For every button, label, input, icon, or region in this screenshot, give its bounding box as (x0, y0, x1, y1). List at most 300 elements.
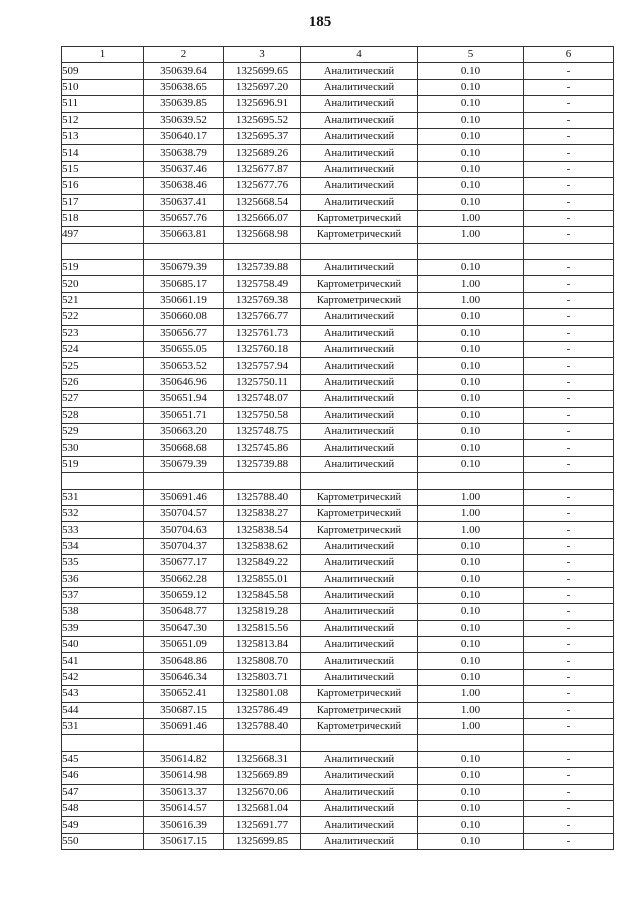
note-cell: - (524, 702, 614, 718)
y-coordinate-cell: 1325739.88 (224, 456, 301, 472)
accuracy-cell (418, 473, 524, 489)
method-cell: Аналитический (301, 456, 418, 472)
x-coordinate-cell: 350660.08 (144, 309, 224, 325)
x-coordinate-cell: 350685.17 (144, 276, 224, 292)
method-cell: Аналитический (301, 178, 418, 194)
y-coordinate-cell: 1325815.56 (224, 620, 301, 636)
table-row (62, 194, 614, 210)
point-number-cell: 521 (62, 292, 144, 308)
point-number-cell: 522 (62, 309, 144, 325)
accuracy-cell: 0.10 (418, 587, 524, 603)
accuracy-cell: 0.10 (418, 817, 524, 833)
y-coordinate-cell: 1325761.73 (224, 325, 301, 341)
x-coordinate-cell: 350659.12 (144, 587, 224, 603)
accuracy-cell: 0.10 (418, 571, 524, 587)
x-coordinate-cell: 350647.30 (144, 620, 224, 636)
accuracy-cell (418, 735, 524, 751)
method-cell: Аналитический (301, 571, 418, 587)
table-row (62, 784, 614, 800)
y-coordinate-cell: 1325699.85 (224, 833, 301, 849)
note-cell: - (524, 194, 614, 210)
accuracy-cell: 1.00 (418, 686, 524, 702)
x-coordinate-cell: 350651.71 (144, 407, 224, 423)
accuracy-cell: 0.10 (418, 161, 524, 177)
separator-row (62, 243, 614, 259)
y-coordinate-cell: 1325677.76 (224, 178, 301, 194)
y-coordinate-cell: 1325697.20 (224, 79, 301, 95)
method-cell: Аналитический (301, 784, 418, 800)
note-cell (524, 243, 614, 259)
y-coordinate-cell: 1325668.98 (224, 227, 301, 243)
y-coordinate-cell: 1325757.94 (224, 358, 301, 374)
y-coordinate-cell: 1325750.58 (224, 407, 301, 423)
method-cell: Картометрический (301, 210, 418, 226)
method-cell: Аналитический (301, 128, 418, 144)
point-number-cell: 518 (62, 210, 144, 226)
point-number-cell (62, 473, 144, 489)
table-row (62, 768, 614, 784)
point-number-cell: 517 (62, 194, 144, 210)
accuracy-cell: 0.10 (418, 309, 524, 325)
accuracy-cell: 1.00 (418, 210, 524, 226)
point-number-cell: 515 (62, 161, 144, 177)
x-coordinate-cell: 350657.76 (144, 210, 224, 226)
x-coordinate-cell: 350613.37 (144, 784, 224, 800)
note-cell (524, 473, 614, 489)
coordinates-table (61, 46, 614, 850)
note-cell: - (524, 768, 614, 784)
accuracy-cell: 1.00 (418, 276, 524, 292)
note-cell: - (524, 587, 614, 603)
y-coordinate-cell: 1325689.26 (224, 145, 301, 161)
note-cell: - (524, 522, 614, 538)
method-cell: Аналитический (301, 604, 418, 620)
note-cell: - (524, 358, 614, 374)
note-cell: - (524, 637, 614, 653)
y-coordinate-cell: 1325695.52 (224, 112, 301, 128)
y-coordinate-cell: 1325788.40 (224, 719, 301, 735)
point-number-cell: 516 (62, 178, 144, 194)
note-cell: - (524, 456, 614, 472)
note-cell: - (524, 210, 614, 226)
note-cell: - (524, 407, 614, 423)
x-coordinate-cell: 350653.52 (144, 358, 224, 374)
y-coordinate-cell: 1325681.04 (224, 800, 301, 816)
method-cell: Картометрический (301, 719, 418, 735)
point-number-cell: 543 (62, 686, 144, 702)
method-cell: Аналитический (301, 194, 418, 210)
accuracy-cell: 0.10 (418, 653, 524, 669)
accuracy-cell: 1.00 (418, 702, 524, 718)
note-cell: - (524, 145, 614, 161)
method-cell: Аналитический (301, 555, 418, 571)
method-cell: Аналитический (301, 79, 418, 95)
x-coordinate-cell: 350652.41 (144, 686, 224, 702)
note-cell: - (524, 260, 614, 276)
note-cell: - (524, 620, 614, 636)
point-number-cell: 513 (62, 128, 144, 144)
note-cell: - (524, 555, 614, 571)
accuracy-cell: 1.00 (418, 227, 524, 243)
accuracy-cell: 0.10 (418, 342, 524, 358)
x-coordinate-cell: 350663.81 (144, 227, 224, 243)
accuracy-cell: 0.10 (418, 194, 524, 210)
y-coordinate-cell: 1325786.49 (224, 702, 301, 718)
method-cell: Аналитический (301, 63, 418, 79)
y-coordinate-cell: 1325766.77 (224, 309, 301, 325)
y-coordinate-cell: 1325691.77 (224, 817, 301, 833)
table-row (62, 96, 614, 112)
y-coordinate-cell: 1325668.54 (224, 194, 301, 210)
note-cell (524, 735, 614, 751)
point-number-cell: 536 (62, 571, 144, 587)
column-header-5: 5 (418, 47, 524, 63)
point-number-cell: 531 (62, 489, 144, 505)
x-coordinate-cell: 350648.86 (144, 653, 224, 669)
y-coordinate-cell: 1325801.08 (224, 686, 301, 702)
table-row (62, 505, 614, 521)
method-cell: Аналитический (301, 374, 418, 390)
x-coordinate-cell: 350646.96 (144, 374, 224, 390)
x-coordinate-cell: 350679.39 (144, 456, 224, 472)
point-number-cell: 531 (62, 719, 144, 735)
table-row (62, 833, 614, 849)
note-cell: - (524, 309, 614, 325)
x-coordinate-cell: 350704.57 (144, 505, 224, 521)
table-body (62, 63, 614, 850)
x-coordinate-cell: 350639.85 (144, 96, 224, 112)
point-number-cell: 514 (62, 145, 144, 161)
accuracy-cell: 0.10 (418, 555, 524, 571)
table-row (62, 719, 614, 735)
point-number-cell: 545 (62, 751, 144, 767)
method-cell: Аналитический (301, 817, 418, 833)
table-row (62, 669, 614, 685)
y-coordinate-cell: 1325855.01 (224, 571, 301, 587)
separator-row (62, 473, 614, 489)
table-row (62, 751, 614, 767)
y-coordinate-cell (224, 735, 301, 751)
x-coordinate-cell: 350661.19 (144, 292, 224, 308)
table-row (62, 702, 614, 718)
x-coordinate-cell: 350704.63 (144, 522, 224, 538)
accuracy-cell: 0.10 (418, 112, 524, 128)
point-number-cell: 539 (62, 620, 144, 636)
method-cell: Аналитический (301, 342, 418, 358)
accuracy-cell: 0.10 (418, 96, 524, 112)
point-number-cell: 509 (62, 63, 144, 79)
table-row (62, 391, 614, 407)
note-cell: - (524, 800, 614, 816)
method-cell: Аналитический (301, 423, 418, 439)
x-coordinate-cell: 350679.39 (144, 260, 224, 276)
x-coordinate-cell: 350639.64 (144, 63, 224, 79)
note-cell: - (524, 79, 614, 95)
accuracy-cell: 0.10 (418, 768, 524, 784)
table-row (62, 210, 614, 226)
y-coordinate-cell: 1325699.65 (224, 63, 301, 79)
accuracy-cell: 0.10 (418, 260, 524, 276)
y-coordinate-cell: 1325838.54 (224, 522, 301, 538)
note-cell: - (524, 751, 614, 767)
method-cell: Аналитический (301, 538, 418, 554)
table-row (62, 686, 614, 702)
accuracy-cell: 1.00 (418, 505, 524, 521)
method-cell: Картометрический (301, 702, 418, 718)
table-row (62, 489, 614, 505)
accuracy-cell: 0.10 (418, 358, 524, 374)
y-coordinate-cell: 1325669.89 (224, 768, 301, 784)
y-coordinate-cell: 1325813.84 (224, 637, 301, 653)
accuracy-cell: 0.10 (418, 620, 524, 636)
note-cell: - (524, 391, 614, 407)
x-coordinate-cell: 350651.94 (144, 391, 224, 407)
point-number-cell (62, 735, 144, 751)
note-cell: - (524, 63, 614, 79)
method-cell: Аналитический (301, 669, 418, 685)
y-coordinate-cell: 1325668.31 (224, 751, 301, 767)
method-cell: Аналитический (301, 768, 418, 784)
point-number-cell: 529 (62, 423, 144, 439)
method-cell: Аналитический (301, 587, 418, 603)
y-coordinate-cell: 1325750.11 (224, 374, 301, 390)
point-number-cell: 526 (62, 374, 144, 390)
method-cell: Картометрический (301, 227, 418, 243)
note-cell: - (524, 653, 614, 669)
point-number-cell: 535 (62, 555, 144, 571)
note-cell: - (524, 784, 614, 800)
point-number-cell: 550 (62, 833, 144, 849)
note-cell: - (524, 686, 614, 702)
table-row (62, 358, 614, 374)
table-row (62, 128, 614, 144)
method-cell: Картометрический (301, 292, 418, 308)
x-coordinate-cell: 350704.37 (144, 538, 224, 554)
x-coordinate-cell: 350663.20 (144, 423, 224, 439)
note-cell: - (524, 292, 614, 308)
accuracy-cell: 0.10 (418, 604, 524, 620)
accuracy-cell: 0.10 (418, 440, 524, 456)
note-cell: - (524, 161, 614, 177)
y-coordinate-cell: 1325748.75 (224, 423, 301, 439)
method-cell: Аналитический (301, 653, 418, 669)
point-number-cell: 542 (62, 669, 144, 685)
method-cell: Аналитический (301, 161, 418, 177)
table-row (62, 423, 614, 439)
y-coordinate-cell: 1325845.58 (224, 587, 301, 603)
y-coordinate-cell: 1325760.18 (224, 342, 301, 358)
accuracy-cell: 0.10 (418, 637, 524, 653)
accuracy-cell: 0.10 (418, 391, 524, 407)
table-row (62, 571, 614, 587)
y-coordinate-cell: 1325739.88 (224, 260, 301, 276)
table-row (62, 309, 614, 325)
y-coordinate-cell: 1325838.27 (224, 505, 301, 521)
table-row (62, 342, 614, 358)
table-row (62, 456, 614, 472)
column-header-3: 3 (224, 47, 301, 63)
method-cell (301, 473, 418, 489)
separator-row (62, 735, 614, 751)
method-cell: Аналитический (301, 145, 418, 161)
table-row (62, 440, 614, 456)
point-number-cell: 519 (62, 260, 144, 276)
accuracy-cell: 0.10 (418, 784, 524, 800)
table-row (62, 538, 614, 554)
method-cell: Аналитический (301, 391, 418, 407)
table-row (62, 161, 614, 177)
y-coordinate-cell (224, 243, 301, 259)
note-cell: - (524, 489, 614, 505)
method-cell: Картометрический (301, 686, 418, 702)
accuracy-cell: 1.00 (418, 719, 524, 735)
point-number-cell: 540 (62, 637, 144, 653)
accuracy-cell: 1.00 (418, 489, 524, 505)
accuracy-cell: 1.00 (418, 292, 524, 308)
table-row (62, 407, 614, 423)
x-coordinate-cell: 350637.41 (144, 194, 224, 210)
x-coordinate-cell: 350691.46 (144, 489, 224, 505)
note-cell: - (524, 178, 614, 194)
x-coordinate-cell: 350687.15 (144, 702, 224, 718)
table-row (62, 145, 614, 161)
table-row (62, 637, 614, 653)
note-cell: - (524, 342, 614, 358)
accuracy-cell: 0.10 (418, 456, 524, 472)
point-number-cell: 533 (62, 522, 144, 538)
x-coordinate-cell: 350614.57 (144, 800, 224, 816)
note-cell: - (524, 128, 614, 144)
point-number-cell: 520 (62, 276, 144, 292)
note-cell: - (524, 604, 614, 620)
accuracy-cell: 1.00 (418, 522, 524, 538)
x-coordinate-cell: 350640.17 (144, 128, 224, 144)
point-number-cell: 534 (62, 538, 144, 554)
table-row (62, 800, 614, 816)
method-cell: Аналитический (301, 637, 418, 653)
point-number-cell: 547 (62, 784, 144, 800)
x-coordinate-cell: 350616.39 (144, 817, 224, 833)
accuracy-cell: 0.10 (418, 833, 524, 849)
x-coordinate-cell: 350614.98 (144, 768, 224, 784)
y-coordinate-cell (224, 473, 301, 489)
note-cell: - (524, 669, 614, 685)
note-cell: - (524, 227, 614, 243)
note-cell: - (524, 374, 614, 390)
accuracy-cell: 0.10 (418, 145, 524, 161)
x-coordinate-cell: 350639.52 (144, 112, 224, 128)
point-number-cell: 523 (62, 325, 144, 341)
method-cell: Картометрический (301, 276, 418, 292)
accuracy-cell: 0.10 (418, 325, 524, 341)
accuracy-cell: 0.10 (418, 178, 524, 194)
method-cell: Картометрический (301, 522, 418, 538)
note-cell: - (524, 505, 614, 521)
table-row (62, 604, 614, 620)
point-number-cell: 548 (62, 800, 144, 816)
point-number-cell: 510 (62, 79, 144, 95)
note-cell: - (524, 96, 614, 112)
table-row (62, 817, 614, 833)
y-coordinate-cell: 1325788.40 (224, 489, 301, 505)
method-cell: Аналитический (301, 800, 418, 816)
x-coordinate-cell: 350648.77 (144, 604, 224, 620)
accuracy-cell: 0.10 (418, 128, 524, 144)
accuracy-cell: 0.10 (418, 751, 524, 767)
note-cell: - (524, 276, 614, 292)
accuracy-cell (418, 243, 524, 259)
x-coordinate-cell: 350655.05 (144, 342, 224, 358)
accuracy-cell: 0.10 (418, 63, 524, 79)
point-number-cell: 528 (62, 407, 144, 423)
table-row (62, 227, 614, 243)
y-coordinate-cell: 1325695.37 (224, 128, 301, 144)
x-coordinate-cell (144, 243, 224, 259)
note-cell: - (524, 112, 614, 128)
y-coordinate-cell: 1325769.38 (224, 292, 301, 308)
point-number-cell: 512 (62, 112, 144, 128)
table-row (62, 292, 614, 308)
accuracy-cell: 0.10 (418, 669, 524, 685)
point-number-cell: 525 (62, 358, 144, 374)
point-number-cell: 538 (62, 604, 144, 620)
x-coordinate-cell: 350638.65 (144, 79, 224, 95)
x-coordinate-cell: 350646.34 (144, 669, 224, 685)
point-number-cell: 497 (62, 227, 144, 243)
y-coordinate-cell: 1325677.87 (224, 161, 301, 177)
point-number-cell: 519 (62, 456, 144, 472)
x-coordinate-cell: 350638.46 (144, 178, 224, 194)
table-row (62, 653, 614, 669)
note-cell: - (524, 833, 614, 849)
note-cell: - (524, 325, 614, 341)
point-number-cell: 527 (62, 391, 144, 407)
method-cell: Аналитический (301, 833, 418, 849)
column-header-1: 1 (62, 47, 144, 63)
column-header-6: 6 (524, 47, 614, 63)
y-coordinate-cell: 1325849.22 (224, 555, 301, 571)
accuracy-cell: 0.10 (418, 800, 524, 816)
x-coordinate-cell (144, 735, 224, 751)
column-header-2: 2 (144, 47, 224, 63)
column-header-4: 4 (301, 47, 418, 63)
y-coordinate-cell: 1325666.07 (224, 210, 301, 226)
x-coordinate-cell: 350662.28 (144, 571, 224, 587)
accuracy-cell: 0.10 (418, 423, 524, 439)
point-number-cell: 546 (62, 768, 144, 784)
x-coordinate-cell: 350691.46 (144, 719, 224, 735)
method-cell: Аналитический (301, 358, 418, 374)
table-row (62, 587, 614, 603)
point-number-cell: 549 (62, 817, 144, 833)
method-cell: Аналитический (301, 96, 418, 112)
method-cell: Аналитический (301, 325, 418, 341)
x-coordinate-cell: 350656.77 (144, 325, 224, 341)
method-cell: Картометрический (301, 505, 418, 521)
x-coordinate-cell: 350668.68 (144, 440, 224, 456)
method-cell (301, 735, 418, 751)
accuracy-cell: 0.10 (418, 407, 524, 423)
note-cell: - (524, 538, 614, 554)
method-cell: Аналитический (301, 112, 418, 128)
table-row (62, 555, 614, 571)
note-cell: - (524, 817, 614, 833)
point-number-cell: 532 (62, 505, 144, 521)
table-row (62, 178, 614, 194)
x-coordinate-cell (144, 473, 224, 489)
note-cell: - (524, 423, 614, 439)
y-coordinate-cell: 1325758.49 (224, 276, 301, 292)
